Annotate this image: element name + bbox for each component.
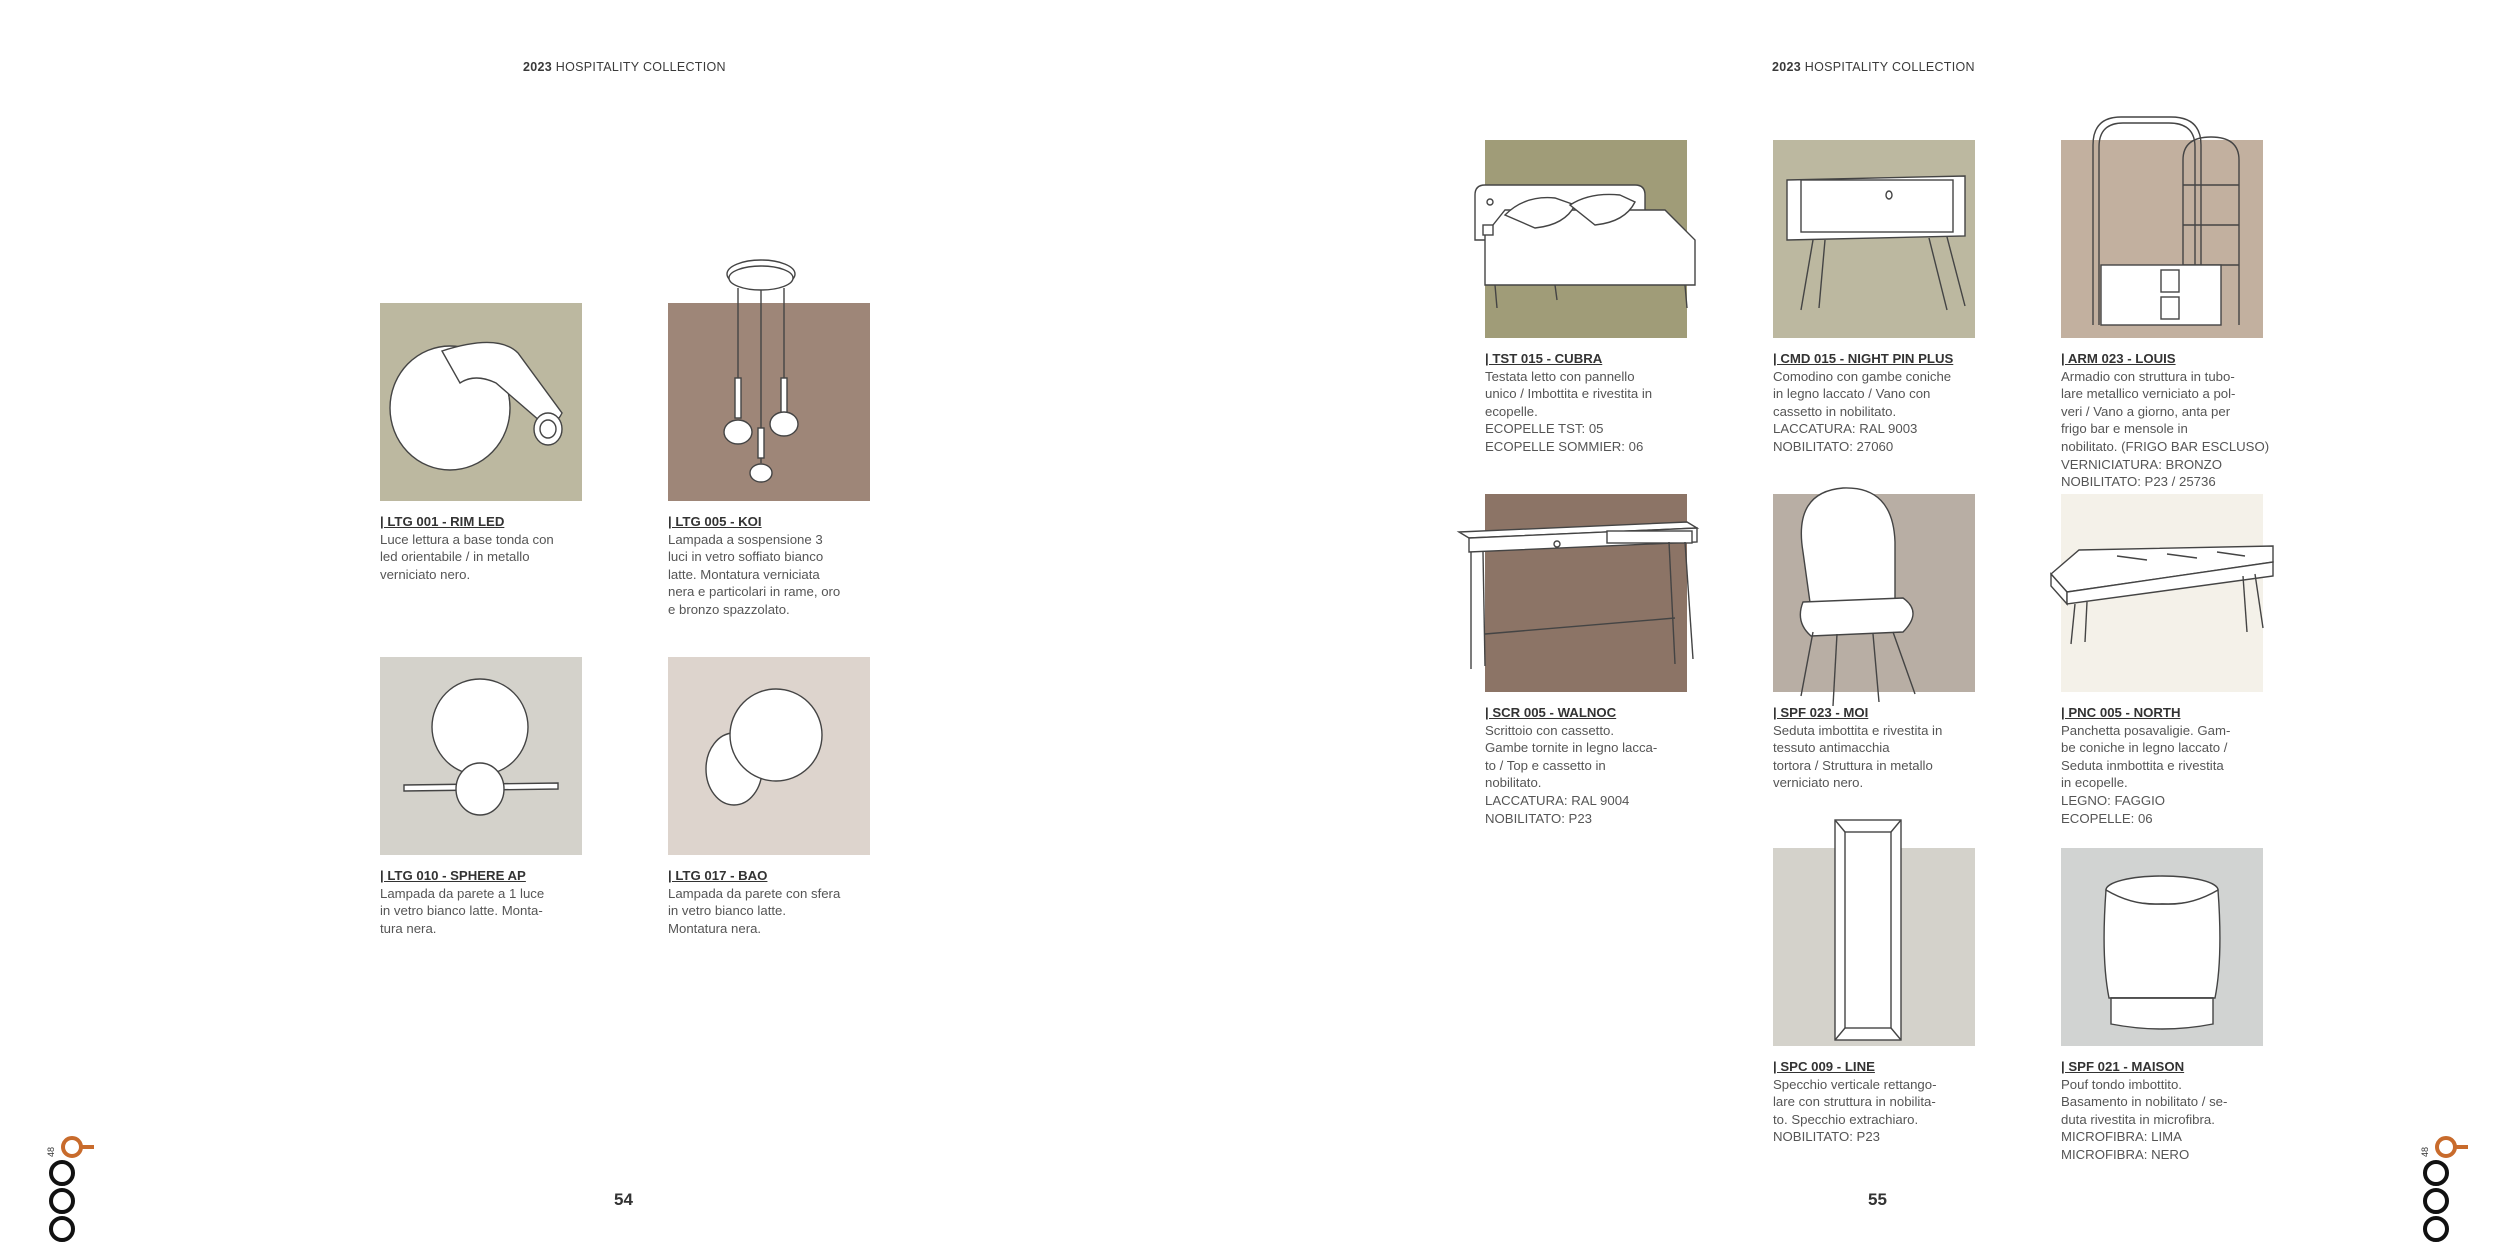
product-description: Lampada da parete a 1 luce in vetro bianco latte. Monta- tura nera. (380, 885, 545, 936)
brand-logo-right (2422, 1125, 2482, 1255)
product-caption (2061, 350, 2273, 491)
product-description: Specchio verticale rettango- lare con struttura in nobilita- to. Specchio extrachiaro. NOBILITATO: P23 (1773, 1076, 1937, 1145)
product-caption (668, 867, 880, 937)
wardrobe-icon (2061, 115, 2263, 338)
product-description: Lampada a sospensione 3 luci in vetro soffiato bianco latte. Montatura verniciata nera e particolari in rame, oro e bronzo spazzolato. (668, 531, 841, 617)
product-code: | CMD 015 - NIGHT PIN PLUS (1773, 351, 1954, 366)
product-code: | PNC 005 - NORTH (2061, 705, 2181, 720)
page-number-right: 55 (1868, 1190, 1887, 1209)
pendant-lamp-icon (668, 258, 870, 501)
pouf-icon (2061, 848, 2263, 1046)
bench-icon (2047, 494, 2277, 692)
product-code: | LTG 005 - KOI (668, 514, 762, 529)
product-description: Seduta imbottita e rivestita in tessuto antimacchia tortora / Struttura in metallo verniciato nero. (1773, 722, 1943, 791)
product-description: Luce lettura a base tonda con led orientabile / in metallo verniciato nero. (380, 531, 554, 582)
desk-icon (1457, 494, 1717, 692)
product-caption (1485, 704, 1697, 827)
product-code: | LTG 001 - RIM LED (380, 514, 505, 529)
brand-logo-left (48, 1125, 108, 1255)
page-header-left (523, 60, 726, 74)
header-year: 2023 (1772, 60, 1802, 74)
product-description: Armadio con struttura in tubo- lare metallico verniciato a pol- veri / Vano a giorno, anta per frigo bar e mensole in nobilitato. (FRIGO BAR ESCLUSO) VERNICIATURA: BRONZO NOBILITATO: P23 / 25736 (2061, 368, 2270, 490)
brand-logo-icon (48, 1125, 108, 1255)
product-caption (2061, 704, 2273, 827)
product-description: Lampada da parete con sfera in vetro bianco latte. Montatura nera. (668, 885, 841, 936)
product-description: Testata letto con pannello unico / Imbottita e rivestita in ecopelle. ECOPELLE TST: 05 ECOPELLE SOMMIER: 06 (1485, 368, 1653, 454)
product-caption (1773, 350, 1985, 456)
page-header-right (1772, 60, 1975, 74)
logo-mark-number: 48 (46, 1146, 57, 1158)
product-caption (1485, 350, 1697, 456)
product-description: Scrittoio con cassetto. Gambe tornite in legno lacca- to / Top e cassetto in nobilitato. LACCATURA: RAL 9004 NOBILITATO: P23 (1485, 722, 1658, 826)
product-code: | SCR 005 - WALNOC (1485, 705, 1617, 720)
product-caption (668, 513, 880, 619)
product-caption (2061, 1058, 2273, 1164)
bed-icon (1465, 140, 1715, 338)
wall-reading-lamp-icon (380, 303, 582, 501)
product-code: | LTG 010 - SPHERE AP (380, 868, 526, 883)
product-code: | SPF 021 - MAISON (2061, 1059, 2185, 1074)
chair-icon (1773, 482, 1975, 712)
left-page (0, 0, 1250, 1250)
product-caption (1773, 1058, 1985, 1146)
product-code: | TST 015 - CUBRA (1485, 351, 1603, 366)
header-title: HOSPITALITY COLLECTION (555, 60, 726, 74)
logo-mark-number: 48 (2420, 1146, 2431, 1158)
header-title: HOSPITALITY COLLECTION (1804, 60, 1975, 74)
product-description: Panchetta posavaligie. Gam- be coniche in legno laccato / Seduta inmbottita e rivestita in ecopelle. LEGNO: FAGGIO ECOPELLE: 06 (2061, 722, 2231, 826)
product-caption (380, 513, 592, 583)
mirror-icon (1773, 818, 1975, 1046)
nightstand-icon (1773, 140, 1975, 338)
product-description: Pouf tondo imbottito. Basamento in nobilitato / se- duta rivestita in microfibra. MICROFIBRA: LIMA MICROFIBRA: NERO (2061, 1076, 2228, 1162)
right-page (1250, 0, 2500, 1250)
sphere-wall-lamp-icon (380, 657, 582, 855)
product-code: | LTG 017 - BAO (668, 868, 768, 883)
product-description: Comodino con gambe coniche in legno laccato / Vano con cassetto in nobilitato. LACCATURA: RAL 9003 NOBILITATO: 27060 (1773, 368, 1952, 454)
bao-wall-lamp-icon (668, 657, 870, 855)
product-code: | ARM 023 - LOUIS (2061, 351, 2176, 366)
product-caption (380, 867, 592, 937)
brand-logo-icon (2422, 1125, 2482, 1255)
product-caption (1773, 704, 1985, 792)
product-code: | SPC 009 - LINE (1773, 1059, 1875, 1074)
page-number-left: 54 (614, 1190, 633, 1209)
product-code: | SPF 023 - MOI (1773, 705, 1869, 720)
header-year: 2023 (523, 60, 553, 74)
